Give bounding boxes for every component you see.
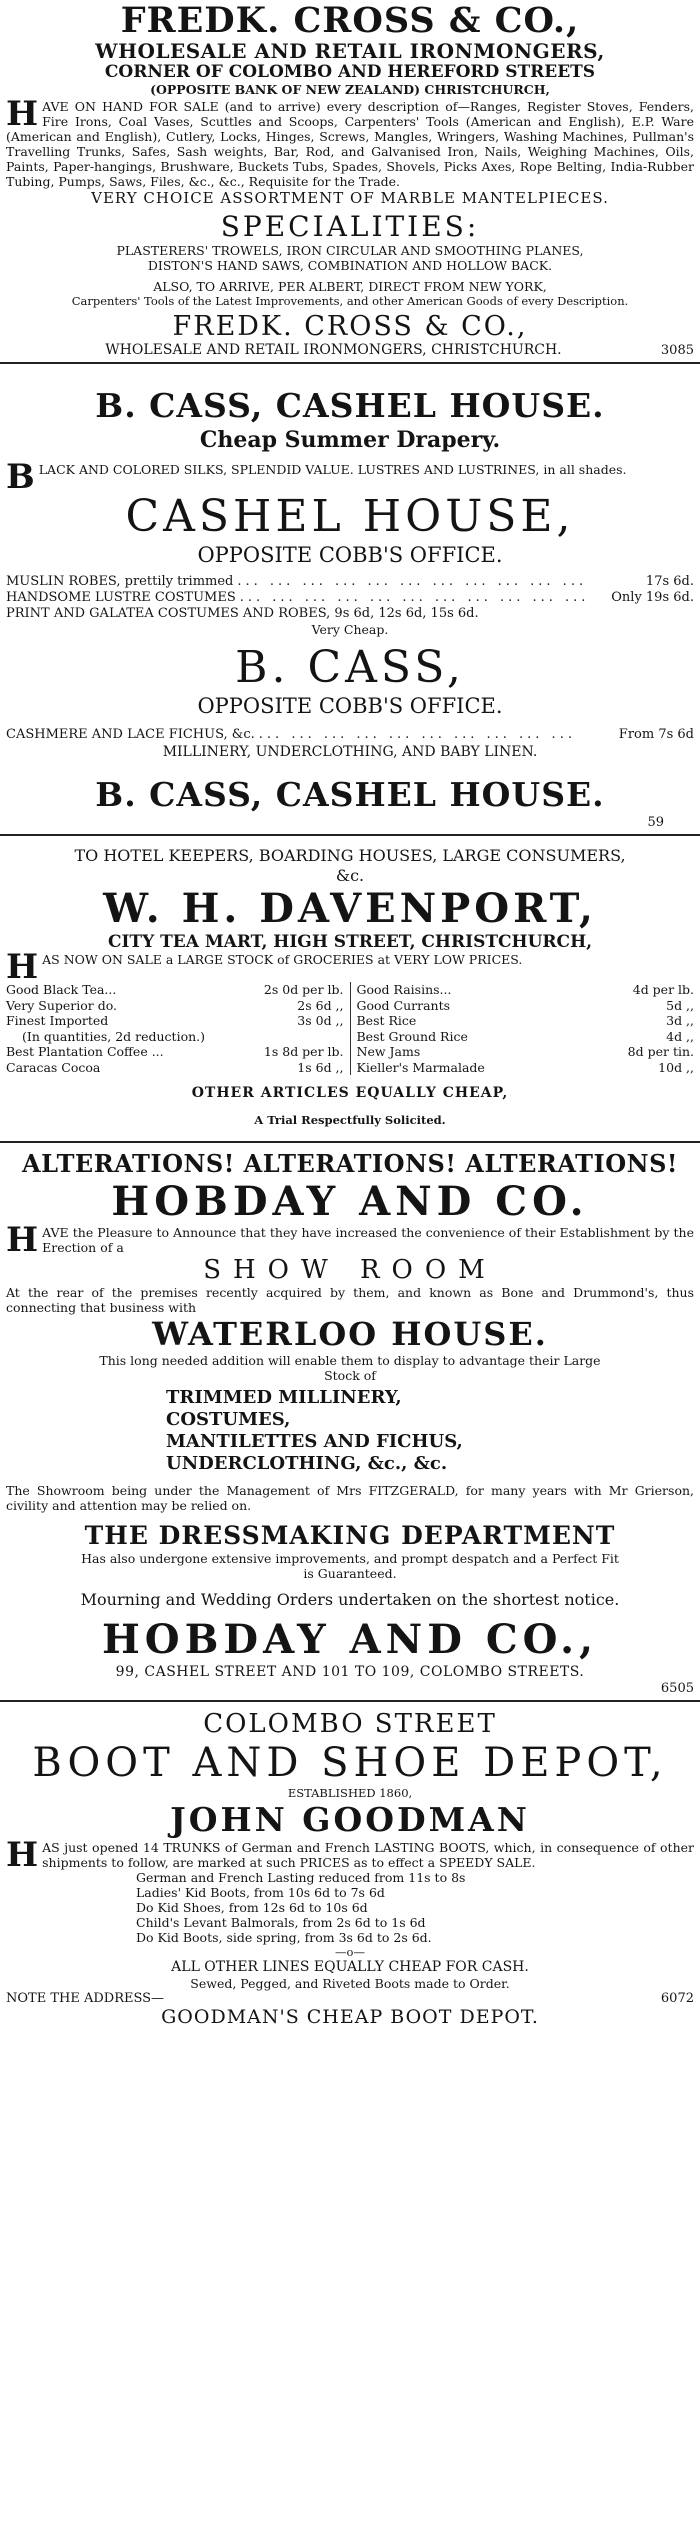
- goodman-other-lines: ALL OTHER LINES EQUALLY CHEAP FOR CASH.: [171, 1959, 529, 1975]
- cass-very-cheap: Very Cheap.: [311, 622, 389, 637]
- cross-title: FREDK. CROSS & CO.,: [120, 0, 580, 41]
- cass-cashel-house: CASHEL HOUSE,: [125, 491, 575, 542]
- hobday-stock-line: UNDERCLOTHING, &c., &c.: [166, 1453, 448, 1474]
- cass-item-label: MUSLIN ROBES, prettily trimmed: [6, 574, 234, 589]
- davenport-hotel-keepers: TO HOTEL KEEPERS, BOARDING HOUSES, LARGE CONSUMERS, &c.: [74, 846, 626, 885]
- goodman-divider-mark: —o—: [335, 1945, 365, 1959]
- hobday-drop-initial: H: [6, 1220, 39, 1260]
- goodman-note: NOTE THE ADDRESS—: [6, 1991, 165, 2006]
- cross-footer: [6, 342, 694, 358]
- leader-dots: ... ... ... ... ... ... ... ... ... ... ...: [237, 574, 588, 589]
- grocery-item: New Jams 8d per tin.: [356, 1044, 694, 1059]
- cass-opposite-1: OPPOSITE COBB'S OFFICE.: [197, 543, 503, 567]
- goodman-colombo-street: COLOMBO STREET: [203, 1709, 497, 1739]
- hobday-ad-number: 6505: [660, 1681, 694, 1696]
- ad-fredk-cross: [0, 2, 700, 358]
- goodman-established: ESTABLISHED 1860,: [287, 1786, 413, 1800]
- cass-item-label: HANDSOME LUSTRE COSTUMES: [6, 590, 236, 605]
- hobday-showroom-text: The Showroom being under the Management of Mrs FITZGERALD, for many years with Mr Grierson, civility and attention may be relied on.: [6, 1483, 694, 1513]
- goodman-price-line: Do Kid Boots, side spring, from 3s 6d to 2s 6d.: [136, 1930, 432, 1945]
- hobday-dressmaking: THE DRESSMAKING DEPARTMENT: [84, 1521, 616, 1550]
- grocery-item: Very Superior do. 2s 6d ,,: [6, 997, 344, 1013]
- grocery-item: Best Ground Rice 4d ,,: [356, 1028, 694, 1044]
- davenport-left-column: [6, 982, 351, 1075]
- grocery-item: Good Currants 5d ,,: [356, 997, 694, 1013]
- cass-millinery: MILLINERY, UNDERCLOTHING, AND BABY LINEN.: [162, 744, 538, 760]
- cross-spec-line2: DISTON'S HAND SAWS, COMBINATION AND HOLLOW BACK.: [147, 258, 553, 273]
- hobday-footer-title: HOBDAY AND CO.,: [101, 1616, 599, 1663]
- cass-silks-text: LACK AND COLORED SILKS, SPLENDID VALUE. LUSTRES AND LUSTRINES, in all shades.: [38, 462, 627, 477]
- cass-ad-number: 59: [647, 815, 664, 830]
- hobday-title: HOBDAY AND CO.: [111, 1178, 589, 1225]
- goodman-price-line: Ladies' Kid Boots, from 10s 6d to 7s 6d: [136, 1885, 385, 1900]
- davenport-right-column: [351, 982, 695, 1075]
- cass-opposite-2: OPPOSITE COBB'S OFFICE.: [197, 694, 503, 718]
- cass-item-price: Only 19s 6d.: [611, 590, 694, 605]
- cross-tools: Carpenters' Tools of the Latest Improvements, and other American Goods of every Description.: [71, 294, 629, 308]
- hobday-show-room: SHOW ROOM: [203, 1255, 497, 1285]
- hobday-rear: At the rear of the premises recently acquired by them, and known as Bone and Drummond's, thus connecting that business with: [6, 1285, 694, 1315]
- cross-mantelpieces: VERY CHOICE ASSORTMENT OF MARBLE MANTELPIECES.: [91, 189, 609, 207]
- cross-drop-initial: H: [6, 94, 39, 134]
- cass-title: B. CASS, CASHEL HOUSE.: [95, 386, 605, 425]
- cass-cashmere-label: CASHMERE AND LACE FICHUS, &c.: [6, 727, 255, 742]
- davenport-drop-initial: H: [6, 947, 39, 987]
- ad-davenport: [0, 846, 700, 1127]
- cross-footer-title: FREDK. CROSS & CO.,: [172, 311, 528, 342]
- grocery-item: Finest Imported 3s 0d ,,: [6, 1013, 344, 1028]
- cass-footer-title: B. CASS, CASHEL HOUSE.: [95, 775, 605, 814]
- davenport-city-tea-mart: CITY TEA MART, HIGH STREET, CHRISTCHURCH,: [107, 932, 593, 952]
- goodman-drop-initial: H: [6, 1835, 39, 1875]
- cass-b-cass: B. CASS,: [235, 642, 465, 693]
- grocery-item: Good Raisins... 4d per lb.: [356, 982, 694, 997]
- divider: [0, 1141, 700, 1143]
- cross-ad-number: 3085: [660, 343, 694, 358]
- cross-spec-line1: PLASTERERS' TROWELS, IRON CIRCULAR AND SMOOTHING PLANES,: [116, 243, 584, 258]
- goodman-price-list: [6, 1870, 694, 1945]
- hobday-waterloo: WATERLOO HOUSE.: [152, 1315, 548, 1353]
- grocery-item: Kieller's Marmalade 10d ,,: [356, 1059, 694, 1075]
- davenport-trial: A Trial Respectfully Solicited.: [254, 1113, 446, 1127]
- leader-dots: ... ... ... ... ... ... ... ... ... ...: [258, 727, 576, 742]
- davenport-intro: [6, 947, 694, 987]
- cross-specialities: SPECIALITIES:: [220, 210, 480, 243]
- hobday-dress-text: Has also undergone extensive improvements, and prompt despatch and a Perfect Fit is Guaranteed.: [81, 1551, 619, 1581]
- hobday-intro: [6, 1220, 694, 1260]
- cass-cheap-drapery: Cheap Summer Drapery.: [199, 427, 501, 453]
- cass-cashmere-row: [6, 727, 694, 743]
- cross-subtitle-opposite: (OPPOSITE BANK OF NEW ZEALAND) CHRISTCHURCH,: [150, 82, 550, 97]
- divider: [0, 1700, 700, 1702]
- cass-silks: [6, 457, 694, 497]
- davenport-intro-text: AS NOW ON SALE a LARGE STOCK of GROCERIES at VERY LOW PRICES.: [42, 952, 523, 967]
- cass-cashmere-price: From 7s 6d: [618, 727, 694, 742]
- leader-dots: ... ... ... ... ... ... ... ... ... ... ...: [239, 590, 590, 605]
- divider: [0, 362, 700, 364]
- hobday-stock-line: MANTILETTES AND FICHUS,: [166, 1431, 463, 1452]
- goodman-footer: GOODMAN'S CHEAP BOOT DEPOT.: [161, 2006, 539, 2028]
- goodman-note-row: [6, 1991, 694, 2006]
- hobday-address: 99, CASHEL STREET AND 101 TO 109, COLOMBO STREETS.: [115, 1664, 585, 1680]
- goodman-price-line: Child's Levant Balmorals, from 2s 6d to 1s 6d: [136, 1915, 426, 1930]
- cross-body: [6, 94, 694, 189]
- cass-item-row: [6, 574, 694, 590]
- goodman-intro-text: AS just opened 14 TRUNKS of German and French LASTING BOOTS, which, in consequence of other shipments to follow, are marked at such PRICES as to effect a SPEEDY SALE.: [42, 1840, 694, 1870]
- goodman-pegged: Sewed, Pegged, and Riveted Boots made to Order.: [190, 1976, 510, 1991]
- cass-item-row: [6, 590, 694, 606]
- cross-subtitle-ironmongers: WHOLESALE AND RETAIL IRONMONGERS,: [95, 39, 605, 63]
- ad-hobday: [0, 1149, 700, 1696]
- grocery-item: Best Rice 3d ,,: [356, 1013, 694, 1028]
- hobday-addition: This long needed addition will enable them to display to advantage their Large Stock of: [99, 1353, 601, 1383]
- davenport-other-articles: OTHER ARTICLES EQUALLY CHEAP,: [191, 1085, 509, 1101]
- goodman-boot-depot: BOOT AND SHOE DEPOT,: [32, 1740, 668, 1786]
- cass-price-list: [6, 574, 694, 637]
- cass-print-row: [6, 606, 694, 622]
- hobday-mourning: Mourning and Wedding Orders undertaken on the shortest notice.: [80, 1590, 620, 1609]
- hobday-stock-line: TRIMMED MILLINERY,: [166, 1387, 402, 1408]
- hobday-alterations: ALTERATIONS! ALTERATIONS! ALTERATIONS!: [22, 1149, 678, 1178]
- cass-item-price: 17s 6d.: [645, 574, 694, 589]
- grocery-item: Caracas Cocoa 1s 6d ,,: [6, 1059, 344, 1075]
- grocery-item: Best Plantation Coffee ... 1s 8d per lb.: [6, 1044, 344, 1059]
- cross-body-text: AVE ON HAND FOR SALE (and to arrive) every description of—Ranges, Register Stoves, Fenders, Fire Irons, Coal Vases, Scuttles and Scoops, Carpenters' Tools (American and English), E.P. Ware (American and English), Cutlery, Locks, Hinges, Screws, Mangles, Wringers, Washing Machines, Pullman's Travelling Trunks, Safes, Sash weights, Bar, Rod, and Galvanised Iron, Nails, Weighing Machines, Oils, Paints, Paper-hangings, Brushware, Buckets Tubs, Spades, Shovels, Picks Axes, Rope Belting, India-Rubber Tubing, Pumps, Saws, Files, &c., &c., Requisite for the Trade.: [6, 99, 694, 189]
- davenport-title: W. H. DAVENPORT,: [103, 885, 597, 932]
- davenport-price-grid: [6, 982, 694, 1075]
- grocery-item: (In quantities, 2d reduction.): [22, 1028, 205, 1044]
- ad-b-cass: [0, 386, 700, 830]
- goodman-price-line: Do Kid Shoes, from 12s 6d to 10s 6d: [136, 1900, 368, 1915]
- cass-print-line: PRINT AND GALATEA COSTUMES AND ROBES, 9s 6d, 12s 6d, 15s 6d.: [6, 606, 479, 621]
- ad-goodman: [0, 1708, 700, 2028]
- hobday-stock-line: COSTUMES,: [166, 1409, 291, 1430]
- cross-arrive: ALSO, TO ARRIVE, PER ALBERT, DIRECT FROM NEW YORK,: [153, 279, 547, 294]
- divider: [0, 834, 700, 836]
- grocery-item: Good Black Tea... 2s 0d per lb.: [6, 982, 344, 997]
- cross-subtitle-corner: CORNER OF COLOMBO AND HEREFORD STREETS: [104, 62, 596, 82]
- hobday-stock-list: [6, 1387, 694, 1475]
- cross-footer-line: WHOLESALE AND RETAIL IRONMONGERS, CHRISTCHURCH.: [105, 342, 562, 358]
- goodman-price-line: German and French Lasting reduced from 11s to 8s: [136, 1870, 466, 1885]
- goodman-ad-number: 6072: [660, 1991, 694, 2006]
- goodman-title: JOHN GOODMAN: [170, 1800, 530, 1839]
- goodman-intro: [6, 1835, 694, 1875]
- hobday-intro-text: AVE the Pleasure to Announce that they have increased the convenience of their Establishment by the Erection of a: [42, 1225, 694, 1255]
- cass-drop-initial: B: [6, 457, 35, 497]
